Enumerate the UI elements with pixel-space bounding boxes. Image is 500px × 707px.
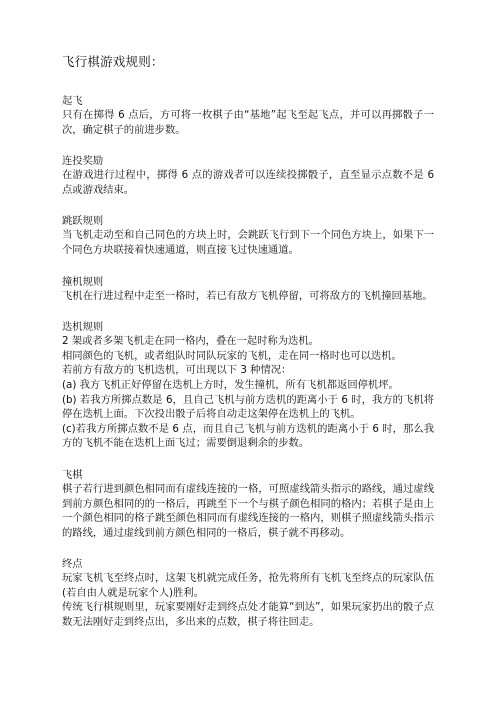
section-paragraph: 当飞机走动至和自己同色的方块上时，会跳跃飞行到下一个同色方块上，如果下一个同色方块联接着快速通道，则直接飞过快速通道。 — [62, 229, 434, 256]
section-paragraph: (a) 我方飞机正好停留在迭机上方时，发生撞机，所有飞机都返回停机坪。 — [62, 378, 399, 391]
section-paragraph: 玩家飞机飞至终点时，这架飞机就完成任务，抢先将所有飞机飞至终点的玩家队伍(若自由人就是玩家个人)胜利。 — [62, 572, 434, 599]
section-paragraph: (b) 若我方所掷点数是 6，且自己飞机与前方迭机的距离小于 6 时，我方的飞机将停在迭机上面。下次投出骰子后将自动走这架停在迭机上的飞机。 — [62, 393, 434, 421]
section-finish — [62, 557, 434, 629]
section-paragraph: 只有在掷得 6 点后，方可将一枚棋子由“基地”起飞至起飞点，并可以再掷骰子一次，确定棋子的前进步数。 — [62, 109, 434, 136]
section-stack-rule — [62, 320, 434, 451]
section-paragraph: 2 架或者多架飞机走在同一格内，叠在一起时称为迭机。 — [62, 335, 319, 348]
section-paragraph: 棋子若行进到颜色相同而有虚线连接的一格，可照虚线箭头指示的路线，通过虚线到前方颜色相同的的一格后，再跳至下一个与棋子颜色相同的格内；若棋子是由上一个颜色相同的格子跳至颜色相同而有虚线连接的一格内，则棋子照虚线箭头指示的路线，通过虚线到前方颜色相同的一格后，棋子就不再移动。 — [62, 482, 434, 539]
section-paragraph: (c)若我方所掷点数不是 6 点，而且自己飞机与前方迭机的距离小于 6 时，那么我方的飞机不能在迭机上面飞过；需要倒退剩余的步数。 — [62, 422, 434, 450]
section-paragraph: 相同颜色的飞机，或者组队时同队玩家的飞机，走在同一格时也可以迭机。 — [62, 349, 402, 362]
section-paragraph: 传统飞行棋规则里，玩家要刚好走到终点处才能算“到达”，如果玩家扔出的骰子点数无法刚好走到终点出，多出来的点数，棋子将往回走。 — [62, 601, 434, 629]
section-heading: 连投奖励 — [62, 155, 104, 168]
rules-sections — [62, 94, 434, 630]
section-heading: 迭机规则 — [62, 321, 104, 334]
section-fly-chess — [62, 468, 434, 540]
section-paragraph: 飞机在行进过程中走至一格时，若已有敌方飞机停留，可将敌方的飞机撞回基地。 — [62, 289, 433, 302]
document-title: 飞行棋游戏规则： — [62, 54, 164, 69]
section-heading: 起飞 — [62, 95, 83, 107]
section-jump-rule — [62, 214, 434, 257]
document-page — [62, 54, 434, 647]
section-heading: 终点 — [62, 558, 83, 571]
section-paragraph: 在游戏进行过程中，掷得 6 点的游戏者可以连续投掷骰子，直至显示点数不是 6 点或游戏结束。 — [62, 169, 434, 196]
section-heading: 飞棋 — [62, 468, 83, 481]
section-takeoff — [62, 94, 434, 137]
section-bonus-roll — [62, 154, 434, 197]
section-heading: 撞机规则 — [62, 275, 104, 288]
section-paragraph: 若前方有敌方的飞机迭机，可出现以下 3 种情况： — [62, 364, 292, 377]
section-heading: 跳跃规则 — [62, 215, 104, 228]
section-collision-rule — [62, 275, 434, 304]
